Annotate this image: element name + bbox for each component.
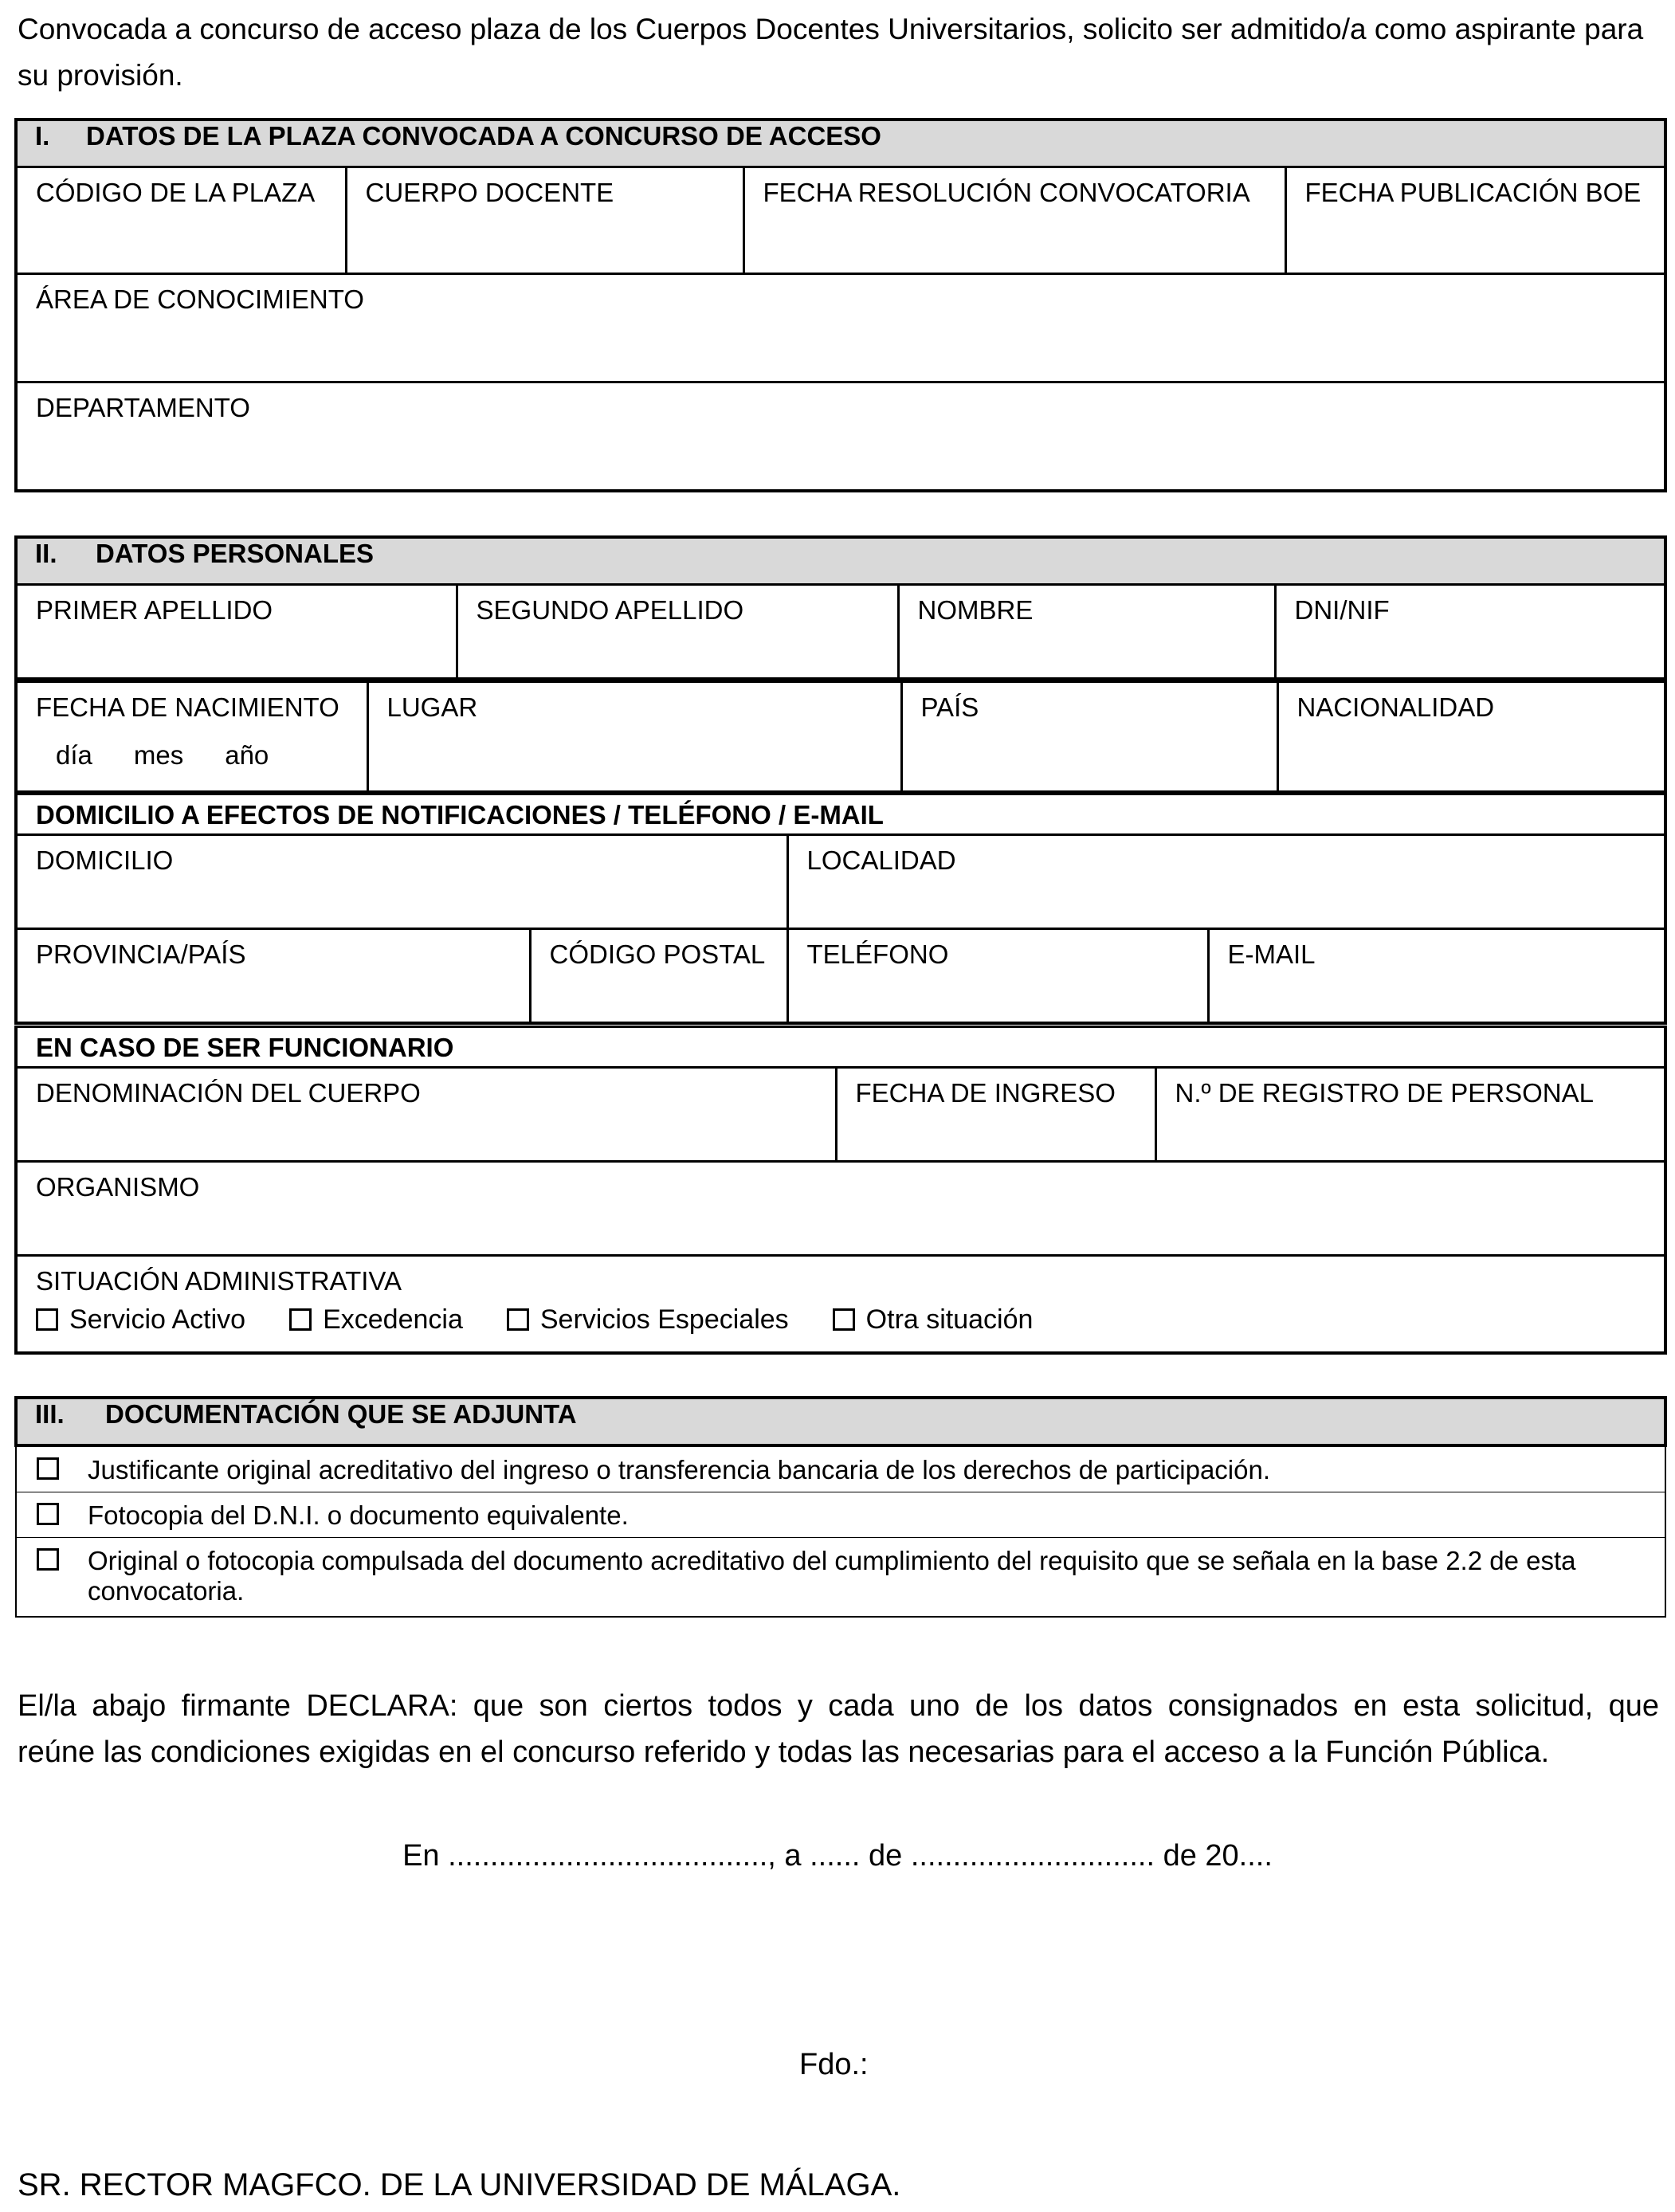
option-label: Excedencia [323,1304,463,1335]
field-label: FECHA DE INGRESO [855,1078,1116,1108]
checkbox-icon[interactable] [37,1503,59,1525]
primer-apellido-field[interactable] [16,585,457,679]
localidad-field[interactable] [787,835,1665,929]
section-number: II. [35,539,57,568]
option-label: Servicios Especiales [539,1304,789,1335]
fecha-nacimiento-field[interactable] [16,682,367,792]
field-label: PROVINCIA/PAÍS [36,939,246,969]
dia-label: día [56,740,92,770]
checkbox-icon[interactable] [37,1457,59,1480]
checkbox-icon[interactable] [37,1548,59,1571]
checkbox-icon[interactable] [507,1308,529,1331]
anio-label: año [225,740,269,770]
field-label: CÓDIGO POSTAL [549,939,766,969]
situacion-administrativa-field [16,1256,1665,1353]
pais-field[interactable] [901,682,1277,792]
section-plaza [14,118,1667,492]
fecha-boe-field[interactable] [1285,167,1665,274]
option-label: Servicio Activo [69,1304,246,1335]
declaracion-line-1: El/la abajo firmante DECLARA: que son ciertos todos y cada uno de los datos consignados en esta solicitud, que [18,1689,1659,1723]
departamento-field[interactable] [16,382,1665,491]
email-field[interactable] [1208,929,1665,1023]
situacion-options [18,1296,1664,1335]
telefono-field[interactable] [787,929,1208,1023]
field-label: FECHA DE NACIMIENTO [36,692,339,722]
section-personales-header [16,537,1665,585]
field-label: N.º DE REGISTRO DE PERSONAL [1175,1078,1594,1108]
domicilio-block [14,793,1667,1025]
field-label: E-MAIL [1227,939,1316,969]
field-label: TELÉFONO [806,939,949,969]
section-personales [14,535,1667,680]
doc-item-dni[interactable] [17,1492,1665,1537]
intro-text: Convocada a concurso de acceso plaza de los Cuerpos Docentes Universitarios, solicito ser admitido/a como aspirante para su provisión. [18,13,1644,92]
field-label: PRIMER APELLIDO [36,595,273,625]
field-label: FECHA PUBLICACIÓN BOE [1304,178,1642,207]
option-servicio-activo[interactable] [36,1304,245,1335]
nacionalidad-field[interactable] [1277,682,1665,792]
section-documentacion [14,1396,1667,1618]
dni-field[interactable] [1275,585,1665,679]
firma-label: Fdo.: [799,2048,869,2081]
doc-item-label: Fotocopia del D.N.I. o documento equivalente. [88,1500,629,1530]
area-conocimiento-field[interactable] [16,274,1665,382]
option-excedencia[interactable] [289,1304,463,1335]
doc-item-label: Original o fotocopia compulsada del documento acreditativo del cumplimiento del requisito que se señala en la base 2.2 de esta convocatoria. [88,1546,1576,1606]
field-label: DEPARTAMENTO [36,393,250,422]
section-documentacion-header [16,1398,1665,1445]
field-label: CUERPO DOCENTE [365,178,614,207]
mes-label: mes [133,740,184,770]
option-otra-situacion[interactable] [833,1304,1034,1335]
option-label: Otra situación [865,1304,1034,1335]
checkbox-icon[interactable] [289,1308,312,1331]
fecha-lugar-line[interactable]: En ......................................, a ...... de ............................. de 20.... [402,1839,1273,1873]
section-title: DOCUMENTACIÓN QUE SE ADJUNTA [105,1399,577,1429]
option-servicios-especiales[interactable] [507,1304,789,1335]
checkbox-icon[interactable] [833,1308,855,1331]
section-plaza-header [16,120,1665,167]
checkbox-icon[interactable] [36,1308,58,1331]
cuerpo-docente-field[interactable] [346,167,743,274]
declaracion-line-2: reúne las condiciones exigidas en el concurso referido y todas las necesarias para el acceso a la Función Pública. [18,1735,1550,1769]
section-number: III. [35,1399,65,1429]
doc-item-requisito[interactable] [17,1538,1665,1616]
section-title: DATOS DE LA PLAZA CONVOCADA A CONCURSO DE ACCESO [86,121,881,151]
field-label: CÓDIGO DE LA PLAZA [36,178,316,207]
nombre-field[interactable] [898,585,1275,679]
subsection-title: DOMICILIO A EFECTOS DE NOTIFICACIONES / TELÉFONO / E-MAIL [36,800,884,830]
domicilio-header [16,794,1665,835]
doc-item-justificante[interactable] [17,1447,1665,1492]
fecha-resolucion-field[interactable] [743,167,1285,274]
field-label: NACIONALIDAD [1296,692,1495,722]
fecha-ingreso-field[interactable] [836,1068,1155,1162]
field-label: ORGANISMO [36,1172,200,1202]
field-label: LUGAR [386,692,478,722]
section-personales-rows [14,680,1667,794]
field-label: ÁREA DE CONOCIMIENTO [36,284,364,314]
subsection-title: EN CASO DE SER FUNCIONARIO [36,1033,454,1062]
registro-personal-field[interactable] [1155,1068,1665,1162]
organismo-field[interactable] [16,1162,1665,1256]
segundo-apellido-field[interactable] [457,585,898,679]
funcionario-header [16,1027,1665,1068]
field-label: PAÍS [920,692,979,722]
field-label: DENOMINACIÓN DEL CUERPO [36,1078,421,1108]
lugar-field[interactable] [367,682,901,792]
section-number: I. [35,121,50,151]
domicilio-field[interactable] [16,835,787,929]
field-label: DOMICILIO [36,845,174,875]
field-label: SITUACIÓN ADMINISTRATIVA [36,1266,402,1296]
field-label: NOMBRE [917,595,1034,625]
funcionario-block [14,1026,1667,1355]
section-title: DATOS PERSONALES [96,539,374,568]
codigo-postal-field[interactable] [530,929,787,1023]
codigo-plaza-field[interactable] [16,167,346,274]
field-label: SEGUNDO APELLIDO [476,595,744,625]
field-label: DNI/NIF [1294,595,1390,625]
provincia-field[interactable] [16,929,530,1023]
denominacion-cuerpo-field[interactable] [16,1068,836,1162]
field-label: FECHA RESOLUCIÓN CONVOCATORIA [763,178,1250,207]
doc-item-label: Justificante original acreditativo del ingreso o transferencia bancaria de los derechos de participación. [88,1455,1271,1484]
destinatario: SR. RECTOR MAGFCO. DE LA UNIVERSIDAD DE MÁLAGA. [18,2167,901,2202]
field-label: LOCALIDAD [806,845,956,875]
